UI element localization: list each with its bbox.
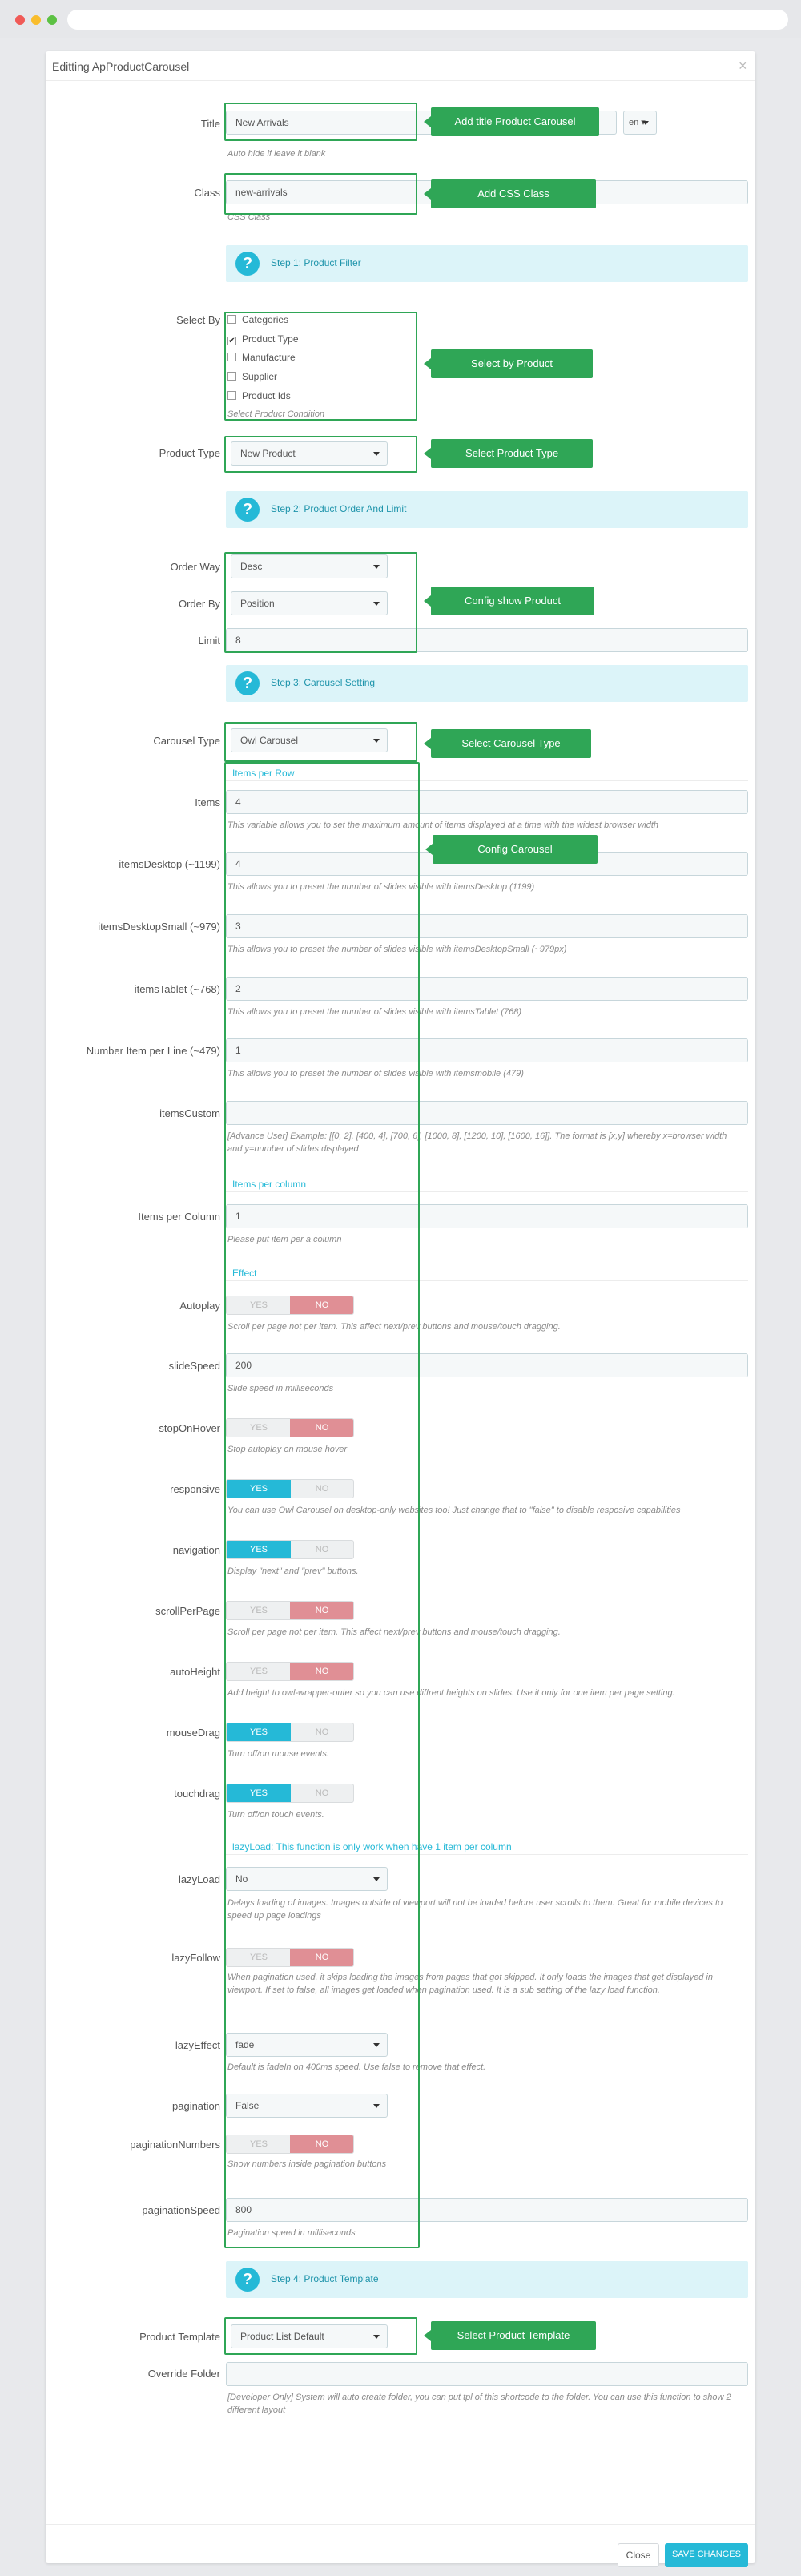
lazy-effect-help: Default is fadeIn on 400ms speed. Use false to remove that effect. (227, 2062, 486, 2072)
section-lazy-note: lazyLoad: This function is only work when have 1 item per column (232, 1841, 512, 1852)
override-folder-help: [Developer Only] System will auto create folder, you can put tpl of this shortcode to the folder. You can use this function to show 2 different layout (227, 2393, 731, 2415)
save-changes-button[interactable]: SAVE CHANGES (665, 2543, 748, 2567)
toggle-no[interactable]: NO (315, 1727, 329, 1737)
pagination-label: pagination (172, 2100, 220, 2112)
carousel-type-select[interactable]: Owl Carousel (231, 728, 388, 752)
browser-chrome (0, 0, 801, 38)
items-desktop-help: This allows you to preset the number of slides visible with itemsDesktop (1199) (227, 882, 535, 892)
items-per-column-input[interactable]: 1 (226, 1204, 748, 1228)
step-4-banner (226, 2261, 748, 2298)
lazy-load-help: Delays loading of images. Images outside of viewport will not be loaded before user scrolls to them. Great for mobile devices to speed up page loadings (227, 1898, 723, 1921)
title-input[interactable]: New Arrivals (226, 111, 617, 135)
mouse-drag-label: mouseDrag (166, 1727, 220, 1739)
responsive-label: responsive (170, 1483, 220, 1495)
product-template-select[interactable]: Product List Default (231, 2324, 388, 2348)
pagination-numbers-label: paginationNumbers (130, 2139, 220, 2151)
touch-drag-label: touchdrag (174, 1788, 220, 1800)
carousel-type-label: Carousel Type (153, 735, 220, 747)
language-select[interactable]: en ▾ (623, 111, 657, 135)
lazy-follow-help: When pagination used, it skips loading the images from pages that got skipped. It only loads the images that get displayed in viewport. If set to false, all images get loaded when pagination used. It is a sub setting of the lazy load function. (227, 1973, 713, 1995)
lazy-load-label: lazyLoad (178, 1873, 220, 1885)
product-template-label: Product Template (139, 2331, 220, 2343)
items-input[interactable]: 4 (226, 790, 748, 814)
window-minimize-dot[interactable] (31, 15, 41, 25)
items-desktop-input[interactable]: 4 (226, 852, 748, 876)
checkbox-label: Product Type (242, 333, 299, 345)
select-by-label: Select By (176, 314, 220, 326)
toggle-yes[interactable]: YES (249, 1667, 268, 1676)
window-close-dot[interactable] (15, 15, 25, 25)
annotation-box-css (224, 173, 417, 215)
annotation-box-template (224, 2317, 417, 2355)
stop-on-hover-label: stopOnHover (159, 1422, 220, 1434)
annotation-select-by: Select by Product (431, 349, 593, 378)
items-mobile-help: This allows you to preset the number of slides visible with itemsmobile (479) (227, 1069, 524, 1078)
order-by-label: Order By (178, 598, 220, 610)
section-items-per-row: Items per Row (232, 768, 295, 779)
toggle-no[interactable]: NO (290, 1602, 354, 1619)
step-4-title: Step 4: Product Template (271, 2273, 379, 2284)
checkbox-checked-icon[interactable]: ✔ (228, 337, 235, 345)
order-by-select[interactable]: Position (231, 591, 388, 615)
items-mobile-label: Number Item per Line (~479) (86, 1045, 220, 1057)
toggle-no[interactable]: NO (315, 1484, 329, 1494)
responsive-help: You can use Owl Carousel on desktop-only websites too! Just change that to "false" to disable resposive capabilities (227, 1506, 681, 1515)
override-folder-label: Override Folder (147, 2368, 220, 2380)
slide-speed-label: slideSpeed (168, 1360, 220, 1372)
autoplay-help: Scroll per page not per item. This affect next/prev buttons and mouse/touch dragging. (227, 1322, 561, 1332)
annotation-config-show: Config show Product (431, 587, 594, 615)
checkbox-label: Categories (242, 314, 289, 325)
question-icon: ? (235, 2268, 260, 2292)
class-label: Class (194, 187, 220, 199)
navigation-label: navigation (172, 1544, 220, 1556)
annotation-box-select-by (224, 312, 417, 421)
pagination-numbers-help: Show numbers inside pagination buttons (227, 2159, 387, 2169)
divider (46, 80, 755, 81)
items-custom-label: itemsCustom (159, 1107, 220, 1119)
toggle-no[interactable]: NO (290, 1949, 354, 1966)
items-desktop-small-help: This allows you to preset the number of slides visible with itemsDesktopSmall (~979px) (227, 945, 567, 954)
annotation-box-product-type (224, 436, 417, 473)
toggle-yes[interactable]: YES (227, 1541, 291, 1558)
touch-drag-help: Turn off/on touch events. (227, 1810, 324, 1820)
items-tablet-label: itemsTablet (~768) (134, 983, 220, 995)
annotation-config-carousel: Config Carousel (433, 835, 598, 864)
items-per-column-help: Please put item per a column (227, 1235, 342, 1244)
limit-label: Limit (198, 635, 220, 647)
annotation-box-carousel-type (224, 722, 417, 762)
items-label: Items (195, 796, 220, 808)
select-by-help: Select Product Condition (227, 409, 325, 419)
annotation-css: Add CSS Class (431, 179, 596, 208)
toggle-yes[interactable]: YES (249, 1953, 268, 1962)
question-icon: ? (235, 498, 260, 522)
lazy-load-select[interactable]: No (226, 1867, 388, 1891)
navigation-help: Display "next" and "prev" buttons. (227, 1566, 359, 1576)
override-folder-input[interactable] (226, 2362, 748, 2386)
class-input[interactable]: new-arrivals (226, 180, 748, 204)
step-2-banner (226, 491, 748, 528)
checkbox-label: Supplier (242, 371, 278, 382)
close-icon[interactable]: × (739, 58, 747, 74)
slide-speed-help: Slide speed in milliseconds (227, 1384, 334, 1393)
toggle-no[interactable]: NO (290, 1663, 354, 1680)
pagination-speed-input[interactable]: 800 (226, 2198, 748, 2222)
section-items-per-column: Items per column (232, 1179, 307, 1190)
address-bar[interactable] (67, 10, 788, 30)
checkbox-label: Product Ids (242, 390, 291, 401)
close-button[interactable]: Close (618, 2543, 659, 2567)
section-effect: Effect (232, 1268, 257, 1279)
step-1-title: Step 1: Product Filter (271, 257, 361, 268)
toggle-no[interactable]: NO (315, 1788, 329, 1798)
step-3-title: Step 3: Carousel Setting (271, 677, 376, 688)
scroll-per-page-label: scrollPerPage (155, 1605, 220, 1617)
class-help: CSS Class (227, 212, 271, 222)
toggle-yes[interactable]: YES (227, 1480, 291, 1498)
toggle-yes[interactable]: YES (227, 1723, 291, 1741)
order-way-select[interactable]: Desc (231, 554, 388, 578)
checkbox-label: Manufacture (242, 352, 296, 363)
annotation-title: Add title Product Carousel (431, 107, 599, 136)
lazy-effect-select[interactable]: fade (226, 2033, 388, 2057)
pagination-select[interactable]: False (226, 2094, 388, 2118)
scroll-per-page-help: Scroll per page not per item. This affect next/prev buttons and mouse/touch dragging. (227, 1627, 561, 1637)
toggle-yes[interactable]: YES (227, 1784, 291, 1802)
annotation-box-title (224, 103, 417, 141)
toggle-yes[interactable]: YES (249, 1423, 268, 1433)
product-type-select[interactable]: New Product (231, 441, 388, 466)
step-2-title: Step 2: Product Order And Limit (271, 503, 407, 514)
items-desktop-small-label: itemsDesktopSmall (~979) (98, 921, 220, 933)
lazy-effect-label: lazyEffect (175, 2039, 220, 2051)
annotation-template: Select Product Template (431, 2321, 596, 2350)
annotation-box-config-carousel (224, 762, 420, 2248)
toggle-no[interactable]: NO (290, 1296, 354, 1314)
annotation-product-type: Select Product Type (431, 439, 593, 468)
question-icon: ? (235, 671, 260, 695)
toggle-yes[interactable]: YES (249, 1300, 268, 1310)
slide-speed-input[interactable]: 200 (226, 1353, 748, 1377)
mouse-drag-help: Turn off/on mouse events. (227, 1749, 329, 1759)
modal-title: Editting ApProductCarousel (52, 60, 190, 73)
items-custom-help: [Advance User] Example: [[0, 2], [400, 4], [700, 6], [1000, 8], [1200, 10], [1600, 16]]. The format is [x,y] whereby x=browser width and y=number of slides displayed (227, 1131, 727, 1154)
toggle-no[interactable]: NO (315, 1545, 329, 1554)
title-help: Auto hide if leave it blank (227, 149, 326, 159)
stop-on-hover-help: Stop autoplay on mouse hover (227, 1445, 348, 1454)
annotation-box-order (224, 552, 417, 653)
items-per-column-label: Items per Column (138, 1211, 220, 1223)
items-help: This variable allows you to set the maximum amount of items displayed at a time with the widest browser width (227, 820, 659, 830)
window-maximize-dot[interactable] (47, 15, 57, 25)
autoplay-label: Autoplay (179, 1300, 220, 1312)
items-tablet-input[interactable]: 2 (226, 977, 748, 1001)
toggle-no[interactable]: NO (290, 1419, 354, 1437)
items-mobile-input[interactable]: 1 (226, 1038, 748, 1062)
auto-height-label: autoHeight (170, 1666, 220, 1678)
question-icon: ? (235, 252, 260, 276)
items-tablet-help: This allows you to preset the number of slides visible with itemsTablet (768) (227, 1007, 522, 1017)
limit-input[interactable]: 8 (226, 628, 748, 652)
pagination-speed-help: Pagination speed in milliseconds (227, 2228, 356, 2238)
auto-height-help: Add height to owl-wrapper-outer so you can use diffrent heights on slides. Use it only for one item per page setting. (227, 1688, 675, 1698)
lazy-follow-label: lazyFollow (171, 1952, 220, 1964)
toggle-no[interactable]: NO (290, 2135, 354, 2153)
items-desktop-label: itemsDesktop (~1199) (119, 858, 220, 870)
annotation-carousel-type: Select Carousel Type (431, 729, 591, 758)
step-1-banner (226, 245, 748, 282)
step-3-banner (226, 665, 748, 702)
pagination-speed-label: paginationSpeed (142, 2204, 220, 2216)
items-desktop-small-input[interactable]: 3 (226, 914, 748, 938)
toggle-yes[interactable]: YES (249, 1606, 268, 1615)
order-way-label: Order Way (170, 561, 220, 573)
title-label: Title (200, 118, 220, 130)
toggle-yes[interactable]: YES (249, 2139, 268, 2149)
divider (46, 2524, 755, 2525)
product-type-label: Product Type (159, 447, 220, 459)
